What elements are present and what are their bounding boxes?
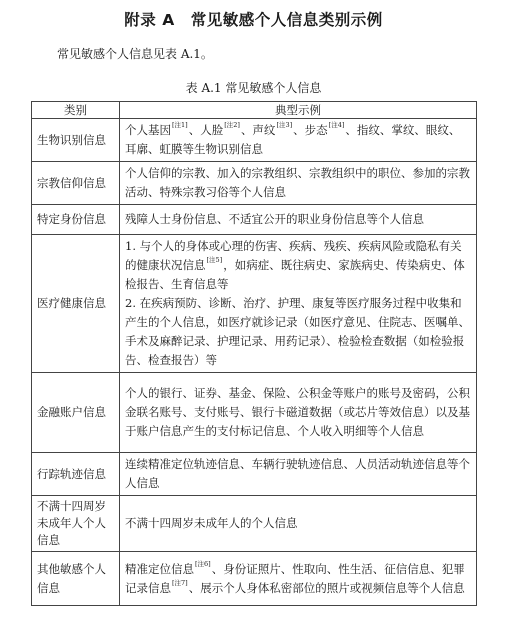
table-row [32, 496, 477, 552]
footnote-marker: [注5] [206, 256, 223, 265]
example-paragraph: 精准定位信息[注6]、身份证照片、性取向、性生活、征信信息、犯罪记录信息[注7]、展示个人身体私密部位的照片或视频信息等个人信息 [125, 559, 465, 595]
table-row [32, 373, 477, 453]
header-category: 类别 [32, 102, 120, 119]
table-row [32, 205, 477, 235]
example-paragraph: 不满十四周岁未成年人的个人信息 [125, 516, 298, 530]
examples-cell [120, 552, 477, 606]
category-cell: 其他敏感个人信息 [32, 552, 120, 606]
table-caption: 表 A.1 常见敏感个人信息 [185, 81, 322, 95]
table-row [32, 162, 477, 205]
footnote-marker: [注2] [224, 121, 240, 130]
table-row [32, 235, 477, 373]
footnote-marker: [注6] [195, 559, 211, 568]
footnote-marker: [注1] [172, 121, 188, 130]
example-paragraph: 连续精准定位轨迹信息、车辆行驶轨迹信息、人员活动轨迹信息等个人信息 [125, 457, 470, 490]
footnote-marker: [注3] [276, 121, 293, 130]
examples-cell [120, 205, 477, 235]
table-header-row [32, 102, 477, 119]
table-row [32, 453, 477, 496]
examples-cell [120, 119, 477, 162]
example-paragraph: 个人信仰的宗教、加入的宗教组织、宗教组织中的职位、参加的宗教活动、特殊宗教习俗等个人信息 [125, 166, 470, 199]
table-row [32, 119, 477, 162]
examples-cell [120, 235, 477, 373]
examples-cell [120, 373, 477, 453]
category-cell: 宗教信仰信息 [32, 162, 120, 205]
category-cell: 金融账户信息 [32, 373, 120, 453]
example-paragraph: 个人基因[注1]、人脸[注2]、声纹[注3]、步态[注4]、指纹、掌纹、眼纹、耳廓、虹膜等生物识别信息 [125, 121, 461, 156]
footnote-marker: [注4] [328, 121, 345, 130]
category-cell: 生物识别信息 [32, 119, 120, 162]
examples-cell [120, 453, 477, 496]
examples-cell [120, 496, 477, 552]
page-title: 附录 A 常见敏感个人信息类别示例 [124, 11, 383, 29]
category-cell: 不满十四周岁未成年人个人信息 [32, 496, 120, 552]
table-row [32, 552, 477, 606]
example-paragraph: 1. 与个人的身体或心理的伤害、疾病、残疾、疾病风险或隐私有关的健康状况信息[注5]，如病症、既往病史、家族病史、传染病史、体检报告、生育信息等 [125, 239, 465, 291]
example-paragraph: 2. 在疾病预防、诊断、治疗、护理、康复等医疗服务过程中收集和产生的个人信息，如医疗就诊记录（如医疗意见、住院志、医嘱单、手术及麻醉记录、护理记录、用药记录）、检验检查数据（如检验报告、检查报告）等 [125, 296, 470, 367]
example-paragraph: 残障人士身份信息、不适宜公开的职业身份信息等个人信息 [125, 212, 424, 226]
category-cell: 行踪轨迹信息 [32, 453, 120, 496]
intro-text: 常见敏感个人信息见表 A.1。 [57, 47, 213, 61]
sensitive-info-table [31, 101, 477, 606]
footnote-marker: [注7] [172, 578, 188, 587]
header-examples: 典型示例 [120, 102, 477, 119]
category-cell: 特定身份信息 [32, 205, 120, 235]
category-cell: 医疗健康信息 [32, 235, 120, 373]
example-paragraph: 个人的银行、证券、基金、保险、公积金等账户的账号及密码，公积金联名账号、支付账号、银行卡磁道数据（或芯片等效信息）以及基于账户信息产生的支付标记信息、个人收入明细等个人信息 [125, 386, 470, 438]
examples-cell [120, 162, 477, 205]
